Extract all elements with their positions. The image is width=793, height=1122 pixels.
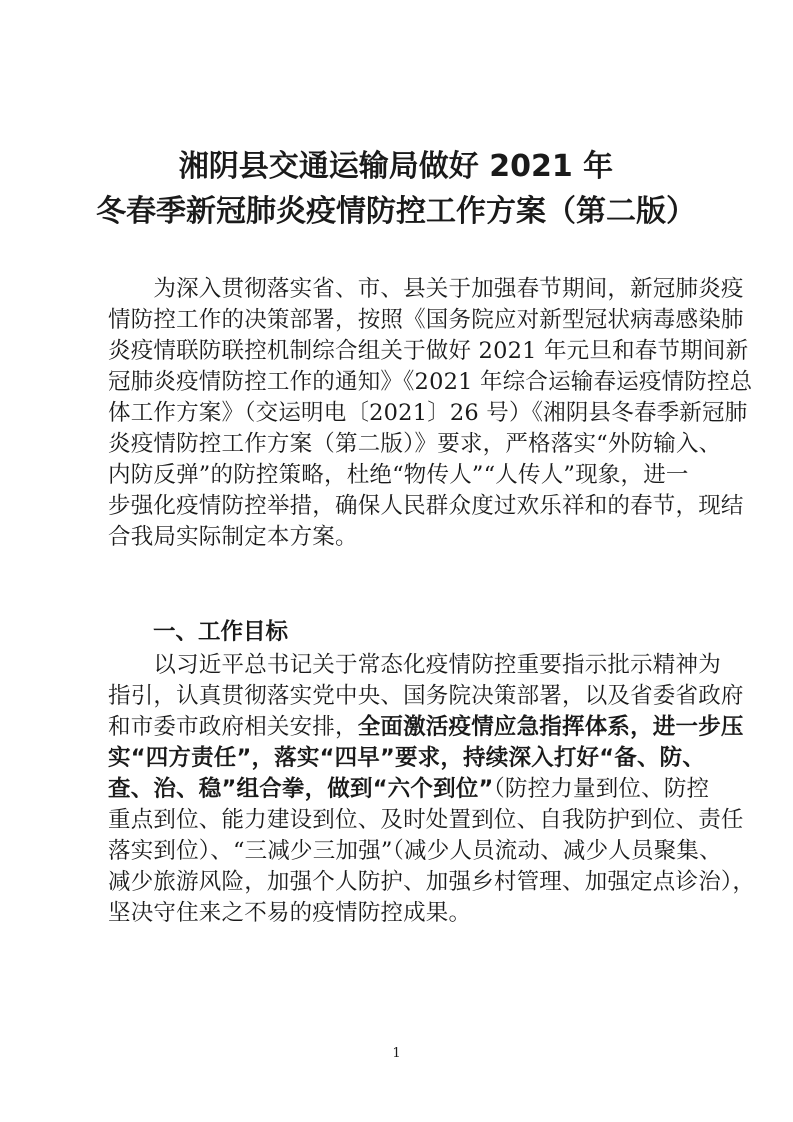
page-number: 1 [392, 1046, 401, 1061]
intro-line: 内防反弹”的防控策略，杜绝“物传人”“人传人”现象，进一 [108, 462, 689, 488]
goals-line: 指引，认真贯彻落实党中央、国务院决策部署，以及省委省政府 [108, 683, 744, 709]
document-title-line-2: 冬春季新冠肺炎疫情防控工作方案（第二版） [96, 194, 696, 229]
intro-line: 体工作方案》（交运明电〔2021〕26 号）《湘阴县冬春季新冠肺 [108, 400, 748, 426]
goals-emphasis: 查、治、稳”组合拳，做到“六个到位” [108, 776, 494, 802]
intro-line: 炎疫情联防联控机制综合组关于做好 2021 年元旦和春节期间新 [108, 338, 749, 364]
goals-emphasis-line: 实“四方责任”，落实“四早”要求，持续深入打好“备、防、 [108, 745, 706, 771]
section-heading-work-goals: 一、工作目标 [153, 619, 289, 645]
work-goals-paragraph [108, 650, 756, 929]
intro-line: 为深入贯彻落实省、市、县关于加强春节期间，新冠肺炎疫 [108, 276, 744, 302]
intro-line: 炎疫情防控工作方案（第二版）》要求，严格落实“外防输入、 [108, 431, 722, 457]
goals-text: （防控力量到位、防控 [493, 776, 710, 802]
document-title-line-1: 湘阴县交通运输局做好 2021 年 [178, 149, 614, 184]
goals-line: 坚决守住来之不易的疫情防控成果。 [108, 900, 472, 926]
goals-line [108, 712, 744, 743]
goals-text: 和市委市政府相关安排， [108, 714, 358, 740]
intro-line: 步强化疫情防控举措，确保人民群众度过欢乐祥和的春节，现结 [108, 493, 744, 519]
goals-line: 落实到位）、“三减少三加强”（减少人员流动、减少人员聚集、 [108, 838, 722, 864]
intro-line: 情防控工作的决策部署，按照《国务院应对新型冠状病毒感染肺 [108, 307, 744, 333]
goals-line: 重点到位、能力建设到位、及时处置到位、自我防护到位、责任 [108, 807, 744, 833]
intro-line: 合我局实际制定本方案。 [108, 524, 358, 550]
goals-line: 以习近平总书记关于常态化疫情防控重要指示批示精神为 [108, 652, 721, 678]
intro-line: 冠肺炎疫情防控工作的通知》《2021 年综合运输春运疫情防控总 [108, 369, 753, 395]
intro-paragraph [108, 274, 753, 553]
goals-emphasis: 全面激活疫情应急指挥体系，进一步压 [357, 714, 744, 740]
goals-line: 减少旅游风险，加强个人防护、加强乡村管理、加强定点诊治）， [108, 869, 756, 895]
goals-line [108, 774, 710, 805]
